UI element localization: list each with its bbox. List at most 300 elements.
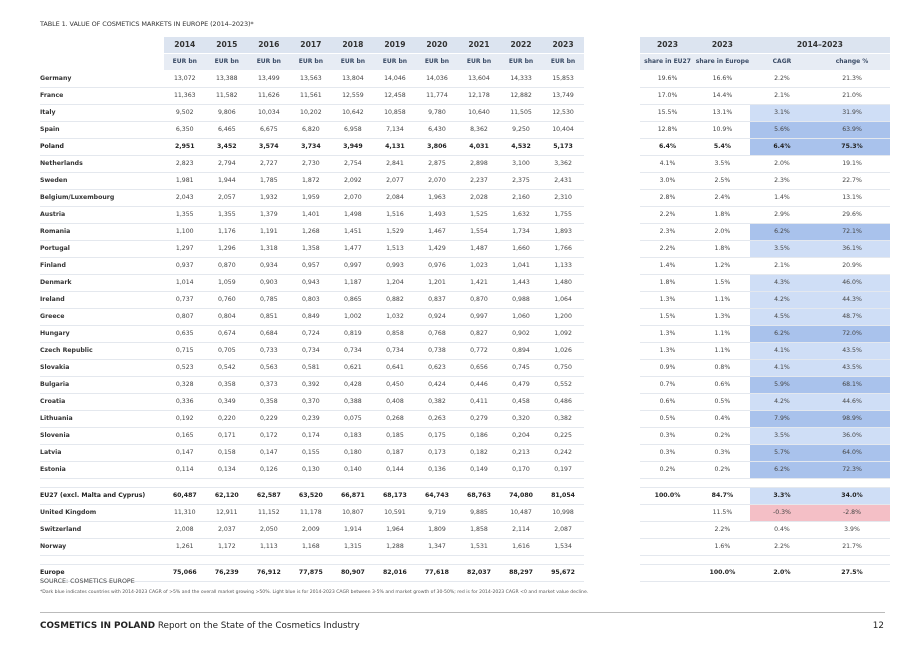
share-europe-cell: 3.5% (695, 156, 750, 173)
share-europe-cell: 14.4% (695, 88, 750, 105)
value-cell: 0,149 (458, 462, 500, 479)
value-cell: 13,604 (458, 71, 500, 88)
change-cell: 68.1% (814, 377, 890, 394)
value-cell: 0,552 (542, 377, 584, 394)
change-cell: 36.0% (814, 428, 890, 445)
change-cell: 21.3% (814, 71, 890, 88)
change-cell: 98.9% (814, 411, 890, 428)
cagr-cell: 2.1% (750, 88, 814, 105)
unit-header: EUR bn (500, 54, 542, 71)
share-europe-cell: 1.8% (695, 207, 750, 224)
spacer-cell (500, 479, 542, 488)
value-cell: 1,487 (458, 241, 500, 258)
row-label: Europe (40, 565, 164, 582)
value-cell: 0,174 (290, 428, 332, 445)
value-cell: 0,734 (332, 343, 374, 360)
share-europe-cell: 100.0% (695, 565, 750, 582)
country-row (40, 207, 890, 224)
change-cell: 20.9% (814, 258, 890, 275)
value-cell: 1,204 (374, 275, 416, 292)
period-header: 2014–2023 (750, 37, 890, 54)
value-cell: 11,626 (248, 88, 290, 105)
value-cell: 12,458 (374, 88, 416, 105)
total-row (40, 488, 890, 505)
share-europe-cell: 0.2% (695, 462, 750, 479)
change-cell: 31.9% (814, 105, 890, 122)
header-corner-sub (40, 54, 164, 71)
gap-cell (584, 258, 640, 275)
value-cell: 11,774 (416, 88, 458, 105)
value-cell: 0,827 (458, 326, 500, 343)
change-cell: 36.1% (814, 241, 890, 258)
value-cell: 0,213 (500, 445, 542, 462)
value-cell: 12,911 (206, 505, 248, 522)
spacer-cell (695, 556, 750, 565)
change-cell: 63.9% (814, 122, 890, 139)
value-cell: 1,168 (290, 539, 332, 556)
change-cell: 19.1% (814, 156, 890, 173)
value-cell: 0,851 (248, 309, 290, 326)
spacer-cell (542, 556, 584, 565)
value-cell: 0,523 (164, 360, 206, 377)
value-cell: 1,268 (290, 224, 332, 241)
share-eu27-cell (640, 505, 695, 522)
share-europe-cell: 2.2% (695, 522, 750, 539)
value-cell: 10,640 (458, 105, 500, 122)
share-eu27-cell: 2.2% (640, 241, 695, 258)
cagr-header: CAGR (750, 54, 814, 71)
row-spacer (40, 556, 890, 565)
value-cell: 1,964 (374, 522, 416, 539)
value-cell: 0,382 (542, 411, 584, 428)
cagr-cell: 5.6% (750, 122, 814, 139)
value-cell: 0,819 (332, 326, 374, 343)
value-cell: 63,520 (290, 488, 332, 505)
value-cell: 1,191 (248, 224, 290, 241)
value-cell: 1,172 (206, 539, 248, 556)
value-cell: 2,077 (374, 173, 416, 190)
gap-cell (584, 539, 640, 556)
share-eu27-cell: 0.2% (640, 462, 695, 479)
change-cell: 27.5% (814, 565, 890, 582)
cagr-cell: 3.5% (750, 428, 814, 445)
spacer-cell (164, 479, 206, 488)
value-cell: 0,621 (332, 360, 374, 377)
value-cell: 2,087 (542, 522, 584, 539)
change-cell: 43.5% (814, 343, 890, 360)
spacer-cell (500, 556, 542, 565)
value-cell: 0,140 (332, 462, 374, 479)
spacer-cell (416, 479, 458, 488)
value-cell: 12,882 (500, 88, 542, 105)
value-cell: 1,429 (416, 241, 458, 258)
value-cell: 77,875 (290, 565, 332, 582)
report-title-bold: COSMETICS IN POLAND (40, 621, 156, 631)
value-cell: 2,754 (332, 156, 374, 173)
spacer-cell (750, 479, 814, 488)
value-cell: 0,182 (458, 445, 500, 462)
value-cell: 9,502 (164, 105, 206, 122)
value-cell: 0,849 (290, 309, 332, 326)
row-label: Portugal (40, 241, 164, 258)
unit-header: EUR bn (206, 54, 248, 71)
cagr-cell: 3.3% (750, 488, 814, 505)
row-label: Italy (40, 105, 164, 122)
share-europe-cell: 0.8% (695, 360, 750, 377)
value-cell: 0,641 (374, 360, 416, 377)
country-row (40, 224, 890, 241)
cagr-cell: 2.1% (750, 258, 814, 275)
header-gap (584, 54, 640, 71)
value-cell: 1,002 (332, 309, 374, 326)
value-cell: 0,424 (416, 377, 458, 394)
value-cell: 1,525 (458, 207, 500, 224)
value-cell: 0,147 (248, 445, 290, 462)
gap-cell (584, 565, 640, 582)
year-header: 2018 (332, 37, 374, 54)
value-cell: 0,158 (206, 445, 248, 462)
gap-cell (584, 488, 640, 505)
spacer-cell (206, 479, 248, 488)
spacer-cell (695, 479, 750, 488)
row-label: Finland (40, 258, 164, 275)
value-cell: 0,373 (248, 377, 290, 394)
spacer-cell (814, 556, 890, 565)
value-cell: 0,684 (248, 326, 290, 343)
cagr-cell: 5.7% (750, 445, 814, 462)
value-cell: 3,362 (542, 156, 584, 173)
row-label: Germany (40, 71, 164, 88)
share-europe-cell: 0.3% (695, 445, 750, 462)
value-cell: 0,804 (206, 309, 248, 326)
value-cell: 1,014 (164, 275, 206, 292)
value-cell: 15,853 (542, 71, 584, 88)
country-row (40, 411, 890, 428)
row-label: Norway (40, 539, 164, 556)
spacer-cell (542, 479, 584, 488)
value-cell: 0,882 (374, 292, 416, 309)
row-label: Hungary (40, 326, 164, 343)
value-cell: 0,988 (500, 292, 542, 309)
value-cell: 88,297 (500, 565, 542, 582)
footer-divider (40, 612, 885, 613)
share-europe-cell: 2.0% (695, 224, 750, 241)
country-row (40, 292, 890, 309)
value-cell: 1,513 (374, 241, 416, 258)
value-cell: 76,239 (206, 565, 248, 582)
value-cell: 2,114 (500, 522, 542, 539)
row-label: Slovakia (40, 360, 164, 377)
row-label: Ireland (40, 292, 164, 309)
value-cell: 2,092 (332, 173, 374, 190)
value-cell: 2,237 (458, 173, 500, 190)
share-europe-cell: 0.5% (695, 394, 750, 411)
spacer-cell (750, 556, 814, 565)
value-cell: 6,430 (416, 122, 458, 139)
change-cell: 3.9% (814, 522, 890, 539)
value-cell: 2,951 (164, 139, 206, 156)
row-label: Croatia (40, 394, 164, 411)
value-cell: 1,914 (332, 522, 374, 539)
value-cell: 1,959 (290, 190, 332, 207)
gap-cell (584, 71, 640, 88)
spacer-cell (640, 479, 695, 488)
value-cell: 13,749 (542, 88, 584, 105)
value-cell: 2,375 (500, 173, 542, 190)
share-eu27-cell: 4.1% (640, 156, 695, 173)
value-cell: 11,310 (164, 505, 206, 522)
value-cell: 0,785 (248, 292, 290, 309)
value-cell: 0,147 (164, 445, 206, 462)
total-row (40, 505, 890, 522)
gap-cell (584, 445, 640, 462)
gap-cell (584, 394, 640, 411)
change-cell: 72.3% (814, 462, 890, 479)
share-eu27-cell: 1.8% (640, 275, 695, 292)
value-cell: 0,674 (206, 326, 248, 343)
value-cell: 62,120 (206, 488, 248, 505)
share-europe-cell: 2.5% (695, 173, 750, 190)
country-row (40, 88, 890, 105)
spacer-cell (374, 556, 416, 565)
gap-cell (584, 173, 640, 190)
value-cell: 0,734 (290, 343, 332, 360)
change-cell: 22.7% (814, 173, 890, 190)
year-header: 2022 (500, 37, 542, 54)
value-cell: 74,080 (500, 488, 542, 505)
share-europe-cell: 1.2% (695, 258, 750, 275)
value-cell: 0,220 (206, 411, 248, 428)
value-cell: 68,173 (374, 488, 416, 505)
value-cell: 0,388 (332, 394, 374, 411)
value-cell: 1,858 (458, 522, 500, 539)
page-number: 12 (872, 621, 884, 631)
value-cell: 1,200 (542, 309, 584, 326)
value-cell: 10,202 (290, 105, 332, 122)
share-europe-cell: 11.5% (695, 505, 750, 522)
change-cell: -2.8% (814, 505, 890, 522)
value-cell: 13,804 (332, 71, 374, 88)
value-cell: 9,719 (416, 505, 458, 522)
value-cell: 1,288 (374, 539, 416, 556)
spacer-cell (584, 556, 640, 565)
country-row (40, 377, 890, 394)
value-cell: 0,165 (164, 428, 206, 445)
value-cell: 2,431 (542, 173, 584, 190)
value-cell: 10,998 (542, 505, 584, 522)
value-cell: 6,675 (248, 122, 290, 139)
value-cell: 2,009 (290, 522, 332, 539)
value-cell: 12,530 (542, 105, 584, 122)
share-eu27-cell: 2.3% (640, 224, 695, 241)
header-gap (584, 37, 640, 54)
value-cell: 0,192 (164, 411, 206, 428)
value-cell: 6,820 (290, 122, 332, 139)
value-cell: 1,026 (542, 343, 584, 360)
value-cell: 2,084 (374, 190, 416, 207)
value-cell: 1,809 (416, 522, 458, 539)
value-cell: 1,616 (500, 539, 542, 556)
value-cell: 0,623 (416, 360, 458, 377)
value-cell: 0,126 (248, 462, 290, 479)
value-cell: 0,768 (416, 326, 458, 343)
value-cell: 2,043 (164, 190, 206, 207)
value-cell: 1,443 (500, 275, 542, 292)
value-cell: 0,733 (248, 343, 290, 360)
country-row (40, 122, 890, 139)
value-cell: 2,310 (542, 190, 584, 207)
gap-cell (584, 105, 640, 122)
value-cell: 9,780 (416, 105, 458, 122)
value-cell: 2,823 (164, 156, 206, 173)
change-cell: 72.1% (814, 224, 890, 241)
share-eu27-cell (640, 565, 695, 582)
value-cell: 0,738 (416, 343, 458, 360)
country-row (40, 394, 890, 411)
value-cell: 0,924 (416, 309, 458, 326)
spacer-cell (332, 479, 374, 488)
spacer-cell (248, 556, 290, 565)
row-label: United Kingdom (40, 505, 164, 522)
value-cell: 80,907 (332, 565, 374, 582)
value-cell: 75,066 (164, 565, 206, 582)
value-cell: 1,734 (500, 224, 542, 241)
change-cell: 64.0% (814, 445, 890, 462)
value-cell: 0,997 (458, 309, 500, 326)
value-cell: 3,806 (416, 139, 458, 156)
value-cell: 1,401 (290, 207, 332, 224)
value-cell: 0,760 (206, 292, 248, 309)
row-label: Estonia (40, 462, 164, 479)
value-cell: 0,336 (164, 394, 206, 411)
row-label: Netherlands (40, 156, 164, 173)
cagr-cell: 4.3% (750, 275, 814, 292)
value-cell: 9,806 (206, 105, 248, 122)
value-cell: 64,743 (416, 488, 458, 505)
value-cell: 0,279 (458, 411, 500, 428)
value-cell: 1,060 (500, 309, 542, 326)
value-cell: 0,903 (248, 275, 290, 292)
value-cell: 1,176 (206, 224, 248, 241)
spacer-cell (332, 556, 374, 565)
share-eu27-cell: 15.5% (640, 105, 695, 122)
share-eu27-cell: 1.3% (640, 292, 695, 309)
value-cell: 3,949 (332, 139, 374, 156)
share-eu27-cell (640, 522, 695, 539)
share-europe-cell: 2.4% (695, 190, 750, 207)
country-row (40, 309, 890, 326)
gap-cell (584, 292, 640, 309)
change-cell: 21.0% (814, 88, 890, 105)
change-cell: 46.0% (814, 275, 890, 292)
source-note: SOURCE: COSMETICS EUROPE (40, 578, 135, 585)
gap-cell (584, 190, 640, 207)
spacer-cell (40, 556, 164, 565)
spacer-cell (40, 479, 164, 488)
gap-cell (584, 241, 640, 258)
value-cell: 3,452 (206, 139, 248, 156)
change-cell: 13.1% (814, 190, 890, 207)
value-cell: 1,755 (542, 207, 584, 224)
gap-cell (584, 343, 640, 360)
value-cell: 0,197 (542, 462, 584, 479)
value-cell: 2,050 (248, 522, 290, 539)
value-cell: 82,016 (374, 565, 416, 582)
cagr-cell: 2.0% (750, 565, 814, 582)
share-europe-cell: 1.6% (695, 539, 750, 556)
value-cell: 0,382 (416, 394, 458, 411)
share-eu27-cell: 2.2% (640, 207, 695, 224)
value-cell: 1,187 (332, 275, 374, 292)
year-header: 2019 (374, 37, 416, 54)
share-eu27-cell: 0.3% (640, 428, 695, 445)
value-cell: 1,451 (332, 224, 374, 241)
value-cell: 0,186 (458, 428, 500, 445)
value-cell: 1,872 (290, 173, 332, 190)
cagr-cell: 2.2% (750, 539, 814, 556)
value-cell: 0,724 (290, 326, 332, 343)
share-europe-cell: 1.1% (695, 326, 750, 343)
value-cell: 6,350 (164, 122, 206, 139)
spacer-cell (164, 556, 206, 565)
share-europe-cell: 10.9% (695, 122, 750, 139)
unit-header: EUR bn (458, 54, 500, 71)
gap-cell (584, 275, 640, 292)
value-cell: 1,092 (542, 326, 584, 343)
country-row (40, 462, 890, 479)
value-cell: 1,064 (542, 292, 584, 309)
year-header-row (40, 37, 890, 54)
value-cell: 0,902 (500, 326, 542, 343)
gap-cell (584, 462, 640, 479)
cagr-cell: 4.5% (750, 309, 814, 326)
value-cell: 10,858 (374, 105, 416, 122)
value-cell: 0,745 (500, 360, 542, 377)
value-cell: 0,370 (290, 394, 332, 411)
value-cell: 4,131 (374, 139, 416, 156)
country-row (40, 343, 890, 360)
value-cell: 0,136 (416, 462, 458, 479)
value-cell: 0,204 (500, 428, 542, 445)
footnote: *Dark blue indicates countries with 2014-2023 CAGR of >5% and the overall market growing >50%. Light blue is for 2014-2023 CAGR between 3-5% and market growth of 30-50%; red is for 2014-2023 CAGR <0 and market value decline. (40, 590, 589, 595)
value-cell: 1,041 (500, 258, 542, 275)
change-cell: 34.0% (814, 488, 890, 505)
country-row (40, 105, 890, 122)
country-row (40, 275, 890, 292)
value-cell: 0,446 (458, 377, 500, 394)
year-header: 2016 (248, 37, 290, 54)
cagr-cell: 6.2% (750, 224, 814, 241)
value-cell: 2,875 (416, 156, 458, 173)
cagr-cell: 6.2% (750, 462, 814, 479)
value-cell: 66,871 (332, 488, 374, 505)
gap-cell (584, 360, 640, 377)
value-cell: 0,894 (500, 343, 542, 360)
value-cell: 0,458 (500, 394, 542, 411)
spacer-cell (814, 479, 890, 488)
report-title-rest: Report on the State of the Cosmetics Industry (155, 621, 360, 631)
change-cell: 44.3% (814, 292, 890, 309)
value-cell: 1,534 (542, 539, 584, 556)
value-cell: 10,404 (542, 122, 584, 139)
value-cell: 0,428 (332, 377, 374, 394)
value-cell: 2,057 (206, 190, 248, 207)
cagr-cell: 6.4% (750, 139, 814, 156)
row-label: Latvia (40, 445, 164, 462)
value-cell: 2,730 (290, 156, 332, 173)
share-europe-cell: 0.4% (695, 411, 750, 428)
value-cell: 0,170 (500, 462, 542, 479)
